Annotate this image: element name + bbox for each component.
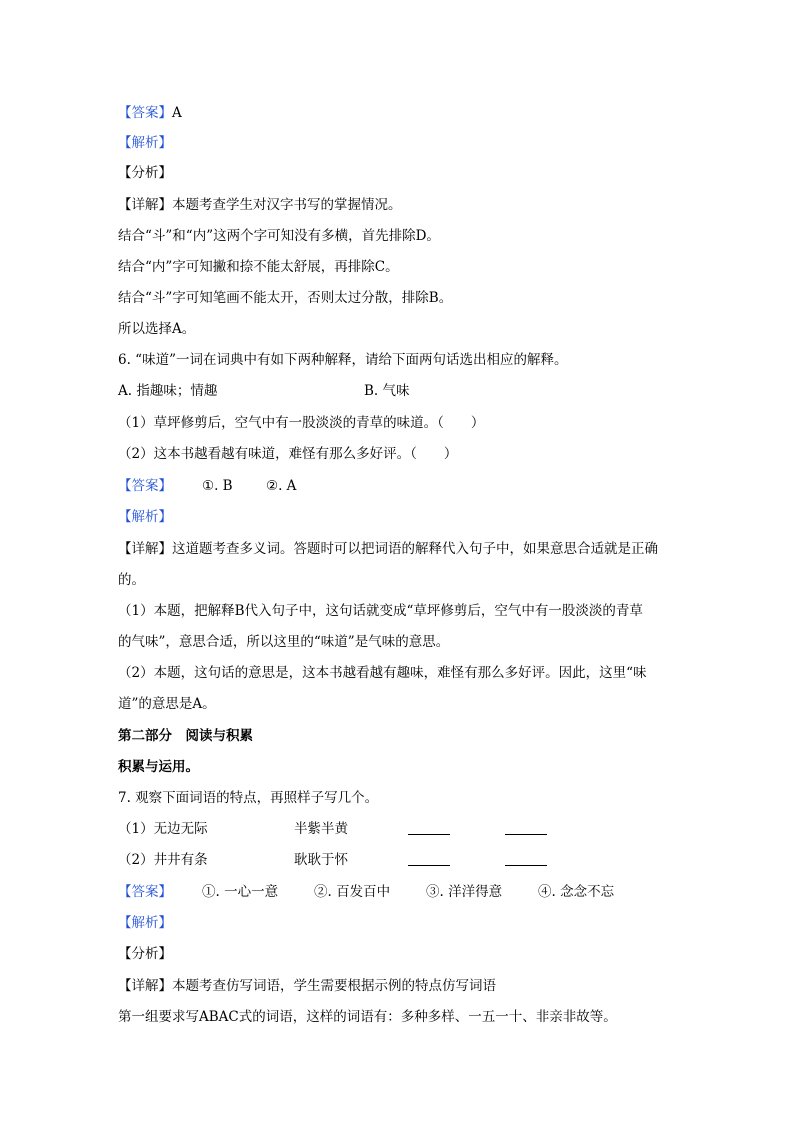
q7-detail-line (118, 977, 733, 995)
q6-detail-text-1: 这道题考查多义词。答题时可以把词语的解释代入句子中，如果意思合适就是正确 (172, 541, 658, 557)
answer-blank[interactable] (408, 851, 450, 866)
q6-answer-1: ①. B (202, 478, 233, 494)
q7-analysis-tag-line (118, 914, 733, 932)
q7-row-2 (118, 851, 733, 869)
q6-explain-2-line-2: 道”的意思是A。 (118, 696, 216, 712)
q5-answer: A (172, 105, 182, 121)
q5-paragraph-1: 结合“斗”和“内”这两个字可知没有多横，首先排除D。 (118, 228, 440, 244)
q7-fenxi-line (118, 945, 733, 963)
q6-options (118, 382, 733, 400)
answer-blank[interactable] (505, 851, 547, 866)
fenxi-tag: 【分析】 (118, 165, 172, 181)
q5-detail: 本题考查学生对汉字书写的掌握情况。 (172, 197, 402, 213)
q7-detail: 本题考查仿写词语，学生需要根据示例的特点仿写词语 (172, 978, 496, 994)
q5-paragraph-2: 结合“内”字可知撇和捺不能太舒展，再排除C。 (118, 259, 399, 275)
q5-paragraph-4: 所以选择A。 (118, 321, 196, 337)
detail-tag: 【详解】 (118, 978, 172, 994)
fenxi-tag: 【分析】 (118, 946, 172, 962)
q6-analysis-tag-line (118, 508, 733, 526)
q7-answer-line (118, 883, 733, 901)
q6-explain-1-line-1: （1）本题，把解释B代入句子中，这句话就变成“草坪修剪后，空气中有一股淡淡的青草 (118, 603, 643, 619)
analysis-tag: 【解析】 (118, 509, 172, 525)
analysis-tag: 【解析】 (118, 135, 172, 151)
q5-fenxi-line (118, 164, 733, 182)
q6-option-b: B. 气味 (364, 383, 410, 399)
q7-answer-3: ③. 洋洋得意 (426, 884, 503, 900)
detail-tag: 【详解】 (118, 541, 172, 557)
q7-row-1-label: （1）无边无际 (118, 821, 208, 837)
q6-stem: 6. “味道”一词在词典中有如下两种解释，请给下面两句话选出相应的解释。 (118, 352, 568, 368)
q6-sentence-1: （1）草坪修剪后，空气中有一股淡淡的青草的味道。（ ） (118, 415, 485, 431)
q5-analysis-tag-line (118, 134, 733, 152)
answer-tag: 【答案】 (118, 884, 172, 900)
q6-sentence-2: （2）这本书越看越有味道，难怪有那么多好评。（ ） (118, 446, 458, 462)
q7-answer-2: ②. 百发百中 (314, 884, 391, 900)
detail-tag: 【详解】 (118, 197, 172, 213)
q6-option-a: A. 指趣味；情趣 (118, 383, 218, 399)
part-2-title: 第二部分 阅读与积累 (118, 728, 253, 744)
q7-paragraph-1: 第一组要求写ABAC式的词语，这样的词语有：多种多样、一五一十、非亲非故等。 (118, 1009, 617, 1025)
q5-detail-line (118, 196, 733, 214)
q6-detail-line-1 (118, 540, 733, 558)
q7-row-1 (118, 820, 733, 838)
q7-row-2-label: （2）井井有条 (118, 852, 208, 868)
answer-tag: 【答案】 (118, 478, 172, 494)
q6-answer-line (118, 477, 733, 495)
answer-blank[interactable] (408, 820, 450, 835)
q7-row-2-example: 耿耿于怀 (294, 852, 348, 868)
answer-blank[interactable] (505, 820, 547, 835)
part-2-subtitle: 积累与运用。 (118, 759, 199, 775)
q7-row-1-example: 半紫半黄 (294, 821, 348, 837)
q5-paragraph-3: 结合“斗”字可知笔画不能太开，否则太过分散，排除B。 (118, 290, 453, 306)
q6-explain-2-line-1: （2）本题，这句话的意思是，这本书越看越有趣味，难怪有那么多好评。因此，这里“味 (118, 665, 647, 681)
q6-detail-line-2: 的。 (118, 572, 145, 588)
analysis-tag: 【解析】 (118, 915, 172, 931)
q6-explain-1-line-2: 的气味”，意思合适，所以这里的“味道”是气味的意思。 (118, 634, 450, 650)
q7-answer-1: ①. 一心一意 (202, 884, 279, 900)
q7-stem: 7. 观察下面词语的特点，再照样子写几个。 (118, 790, 379, 806)
answer-tag: 【答案】 (118, 105, 172, 121)
q6-answer-2: ②. A (266, 478, 297, 494)
q7-answer-4: ④. 念念不忘 (538, 884, 615, 900)
q5-answer-line (118, 104, 733, 122)
